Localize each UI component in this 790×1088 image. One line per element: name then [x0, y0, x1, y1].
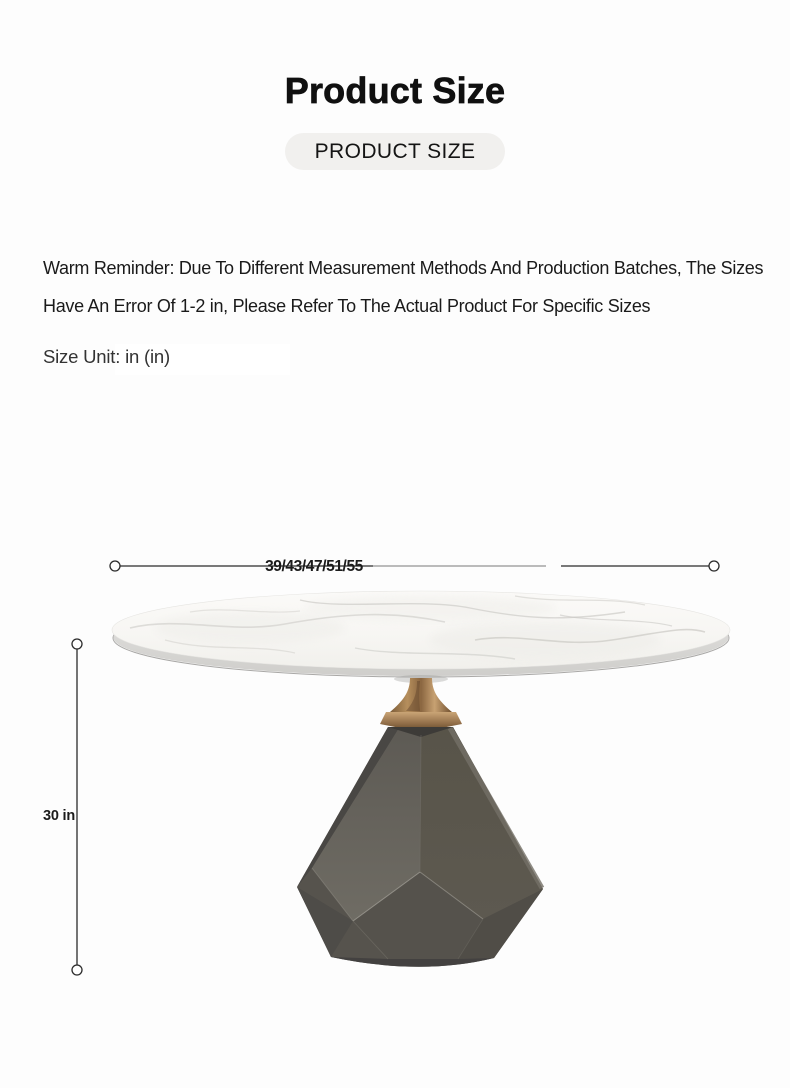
- page-title: Product Size: [284, 70, 506, 111]
- badge-container: [0, 133, 790, 170]
- table-top-marble: [112, 591, 730, 677]
- warm-reminder-line-1: Warm Reminder: Due To Different Measurement Methods And Production Batches, The Sizes: [43, 258, 764, 278]
- dimension-endpoint-icon: [72, 639, 82, 649]
- size-unit-label: Size Unit: in (in): [43, 346, 170, 367]
- table-base-dark: [297, 727, 543, 967]
- height-dimension-label: 30 in: [42, 808, 75, 824]
- line-gap-artifact: [546, 557, 561, 574]
- product-size-diagram: [0, 540, 790, 1000]
- table-neck-gold: [380, 675, 462, 732]
- width-dimension-label: 39/43/47/51/55: [265, 558, 363, 575]
- height-dimension-line: [72, 639, 82, 975]
- product-size-badge: PRODUCT SIZE: [285, 133, 506, 170]
- line-fade-artifact: [373, 558, 548, 573]
- dimension-endpoint-icon: [709, 561, 719, 571]
- warm-reminder-line-2: Have An Error Of 1-2 in, Please Refer To The Actual Product For Specific Sizes: [43, 296, 651, 316]
- dimension-endpoint-icon: [110, 561, 120, 571]
- width-dimension-line: [110, 557, 719, 574]
- warm-reminder: [43, 249, 790, 325]
- dimension-endpoint-icon: [72, 965, 82, 975]
